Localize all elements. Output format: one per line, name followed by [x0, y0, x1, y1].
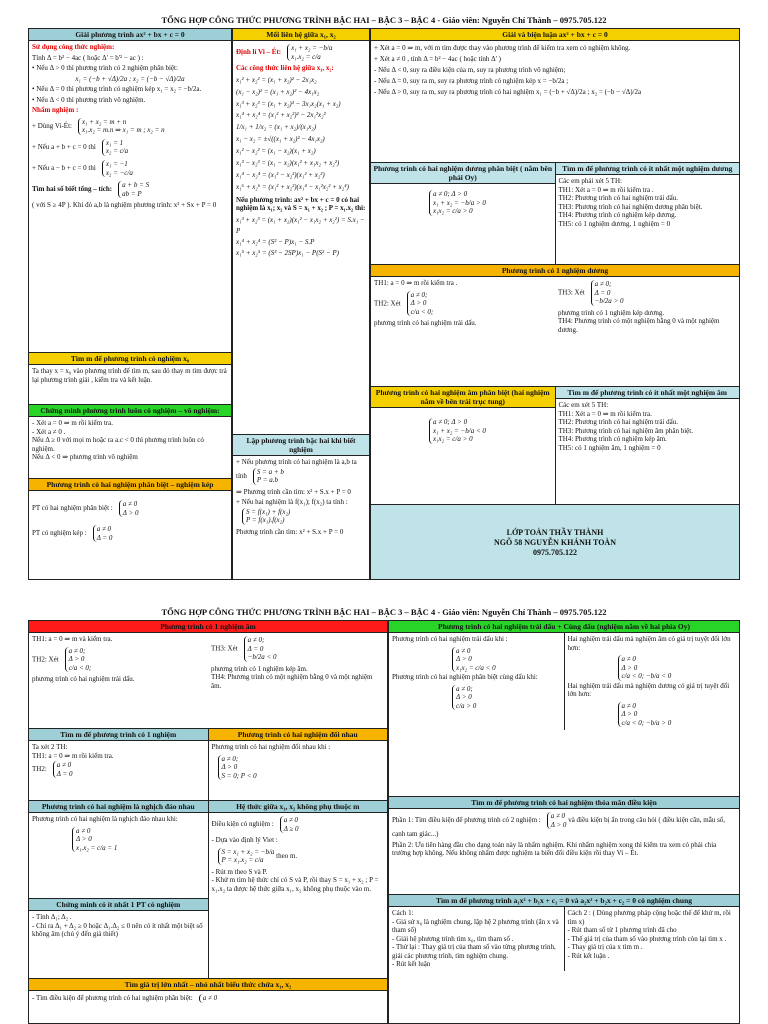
- condition-box: [389, 797, 739, 895]
- opposite-sign-text: Phương trình có hai nghiệm trái dấu khi :: [392, 635, 508, 644]
- common-header: Tìm m để phương trình a₁x² + b₁x + c₁ = 0 và a₂x² + b₂x + c₂ = 0 có nghiệm chung: [389, 895, 739, 907]
- solve-header: Giải phương trình ax² + bx + c = 0: [29, 29, 231, 41]
- contact-class-name: LỚP TOÁN THẦY THÀNH: [506, 528, 604, 538]
- case-positive: • Nếu Δ > 0 thì phương trình có 2 nghiệm phân biệt:: [32, 64, 178, 73]
- atleast-one-header: Chứng minh có ít nhất 1 PT có nghiệm: [29, 899, 208, 911]
- build-formula-2: S = f(x₁) + f(x₂) P = f(x₁).f(x₂): [242, 508, 290, 525]
- column-1: [28, 28, 232, 580]
- independent-text-2: - Dựa vào định lý Viet :: [211, 836, 278, 845]
- one-root-text: Ta xét 2 TH: TH1: a = 0 ⇒ m rồi kiểm tra. TH2:: [32, 743, 114, 774]
- use-formula-title: Sử dụng công thức nghiệm:: [32, 43, 115, 52]
- solve-box: [29, 29, 231, 353]
- one-positive-th2-tail: phương trình có hai nghiệm trái dấu.: [374, 319, 477, 328]
- positive-row: [371, 163, 739, 265]
- distinct-label: PT có hai nghiệm phân biệt :: [32, 504, 113, 513]
- atleast-positive-header: Tìm m để phương trình có ít nhất một nghiệm dương: [556, 163, 740, 175]
- one-positive-box: [371, 265, 739, 387]
- delta-text: Tính Δ = b² − 4ac ( hoặc Δ' = b'² − ac ) :: [32, 53, 144, 62]
- case-positive-formula: x₁ = (−b + √Δ)/2a ; x₂ = (−b − √Δ)/2a: [75, 74, 185, 83]
- one-positive-th3-condition: a ≠ 0; Δ = 0 −b/2a > 0: [591, 280, 624, 306]
- negative-row: [371, 387, 739, 505]
- double-label: PT có nghiệm kép :: [32, 529, 87, 538]
- build-box: [233, 435, 369, 580]
- find-m-text: Ta thay x = x₀ vào phương trình để tìm m, sau đó thay m tìm được trả lại phương trình giải , kiểm tra và kết luận.: [32, 367, 227, 384]
- build-text-1b: ⇒ Phương trình cần tìm: x² + S.x + P = 0: [236, 487, 351, 496]
- sum-product-formula: a + b = S ab = P: [118, 181, 149, 198]
- common-box: [389, 895, 739, 1024]
- build-text-2b: Phương trình cần tìm: x² + S.x + P = 0: [236, 528, 344, 536]
- abc-sum-label: + Nếu a + b + c = 0 thì: [32, 143, 96, 152]
- one-negative-th2: TH2: Xét: [32, 655, 59, 664]
- build-text-2: + Nếu hai nghiệm là f(x₁); f(x₂) ta tính :: [236, 498, 348, 507]
- page-2: [0, 606, 768, 1024]
- one-negative-th3-tail: phương trình có 1 nghiệm kép âm. TH4: Phương trình có một nghiệm bằng 0 và một nghiệm âm.: [211, 664, 373, 690]
- positive-header: Phương trình có hai nghiệm dương phân biệt ( nằm bên phải Oy): [371, 163, 555, 184]
- independent-text-2b: theo m.: [276, 851, 298, 860]
- one-positive-th1: TH1: a = 0 ⇒ m rồi kiểm tra .: [374, 279, 458, 288]
- find-m-header: Tìm m để phương trình có nghiệm x₀: [29, 353, 231, 365]
- one-negative-th3: TH3: Xét: [211, 644, 238, 653]
- relation-header: Mối liên hệ giữa x₁, x₂: [233, 29, 369, 41]
- signs-header: Phương trình có hai nghiệm trái dấu + Cùng dấu (nghiệm nằm về hai phía Oy): [389, 621, 739, 633]
- signs-box: [389, 621, 739, 797]
- one-positive-th3: TH3: Xét: [558, 288, 585, 297]
- relation-box: [233, 29, 369, 435]
- one-negative-th1: TH1: a = 0 ⇒ m và kiểm tra.: [32, 635, 113, 644]
- independent-text-3: - Rút m theo S và P. - Khử m tìm hệ thức chỉ có S và P, rồi thay S = x₁ + x₂ ; P = x₁.x₂ ta được hệ thức giữa x₁, x₂ không phụ thuộc vào m.: [211, 867, 379, 893]
- atleast-positive-text: Các em phải xét 5 TH: TH1: Xét a = 0 ⇒ m rồi kiểm tra . TH2: Phương trình có hai nghiệm trái dấu. TH3: Phương trình có hai nghiệm dương phân biệt. TH4: Phương trình có nghiệm kép dương. TH5: có 1 nghiệm dương, 1 nghiệm = 0: [558, 177, 703, 228]
- atleast-one-text: - Tính Δ₁; Δ₂ . - Chỉ ra Δ₁ + Δ₂ ≥ 0 hoặc Δ₁.Δ₂ ≤ 0 nên có ít nhất một biệt số không âm (chú ý đến giả thiết): [32, 913, 203, 939]
- one-root-condition: a ≠ 0 Δ = 0: [53, 761, 73, 778]
- abs-negative-text: Hai nghiệm trái dấu mà nghiệm âm có giá trị tuyệt đối lớn hơn:: [567, 635, 731, 652]
- abc-diff-label: + Nếu a − b + c = 0 thì: [32, 164, 96, 173]
- positive-condition: a ≠ 0; Δ > 0 x₁ + x₂ = −b/a > 0 x₁x₂ = c/a > 0: [429, 190, 486, 216]
- inverse-condition: a ≠ 0 Δ > 0 x₁.x₂ = c/a = 1: [72, 827, 117, 853]
- column-2: [232, 28, 370, 580]
- minmax-condition: a ≠ 0: [199, 994, 217, 1003]
- one-negative-box: [29, 621, 387, 729]
- prove-box: [29, 405, 231, 479]
- guess-title: Nhẩm nghiệm :: [32, 106, 79, 115]
- one-positive-header: Phương trình có 1 nghiệm dương: [371, 265, 739, 277]
- one-positive-th2-condition: a ≠ 0; Δ > 0 c/a < 0;: [407, 291, 434, 317]
- inverse-header: Phương trình có hai nghiệm là nghịch đảo nhau: [29, 801, 208, 813]
- one-root-row: [29, 729, 387, 801]
- negative-condition: a ≠ 0; Δ > 0 x₁ + x₂ = −b/a < 0 x₁x₂ = c/a > 0: [429, 418, 486, 444]
- distinct-box: [29, 479, 231, 579]
- one-positive-th3-tail: phương trình có 1 nghiệm kép dương. TH4: Phương trình có một nghiệm bằng 0 và một nghiệm dương.: [558, 308, 720, 334]
- build-header: Lập phương trình bậc hai khi biết nghiệm: [233, 435, 369, 456]
- vieta-label: Định lí Vi – Ét:: [236, 48, 282, 57]
- independent-header: Hệ thức giữa x₁, x₂ không phụ thuộc m: [209, 801, 388, 813]
- abs-positive-condition: a ≠ 0 Δ > 0 c/a < 0; −b/a > 0: [618, 702, 672, 728]
- condition-part-1-tail: và điều kiện bị ẩn trong câu hỏi ( điều kiện căn, mẫu số, cạnh tam giác...): [392, 816, 726, 839]
- one-negative-th3-condition: a ≠ 0; Δ = 0 −b/2a < 0: [244, 636, 277, 662]
- s-p-formulas: x₁³ + x₂³ = (x₁ + x₂)(x₁² − x₁x₂ + x₂²) = S.x₁ − P x₁⁴ + x₂⁴ = (S² − P)x₁ − S.P x₁⁵ + x₂⁵ = (S³ − 2SP)x₁ − P(S² − P): [236, 215, 365, 258]
- contact-phone: 0975.705.122: [533, 547, 577, 557]
- inverse-text: Phương trình có hai nghiệm là nghịch đảo nhau khi:: [32, 815, 178, 824]
- case-zero: • Nếu Δ = 0 thì phương trình có nghiệm kép x₁ = x₂ = −b/2a.: [32, 85, 202, 94]
- minmax-header: Tìm giá trị lớn nhất – nhỏ nhất biểu thức chứa x₁, x₂: [29, 979, 387, 991]
- opposite-header: Phương trình có hai nghiệm đối nhau: [209, 729, 388, 741]
- one-root-header: Tìm m để phương trình có 1 nghiệm: [29, 729, 208, 741]
- condition-part-1: Phần 1: Tìm điều kiện để phương trình có 2 nghiệm :: [392, 816, 541, 825]
- atleast-negative-text: Các em xét 5 TH: TH1: Xét a = 0 ⇒ m rồi kiểm tra. TH2: Phương trình có hai nghiệm trái dấu. TH3: Phương trình có hai nghiệm âm phân biệt. TH4: Phương trình có nghiệm kép âm. TH5: có 1 nghiệm âm, 1 nghiệm = 0: [558, 401, 693, 452]
- same-sign-text: Phương trình có hai nghiệm phân biệt cùng dấu khi:: [392, 673, 538, 682]
- abs-positive-text: Hai nghiệm trái dấu mà nghiệm dương có giá trị tuyệt đối lớn hơn:: [567, 681, 730, 699]
- page2-right: [388, 620, 740, 1024]
- double-condition: a ≠ 0 Δ = 0: [93, 525, 113, 542]
- inverse-row: [29, 801, 387, 979]
- independent-text-1: Điều kiện có nghiệm :: [211, 820, 274, 829]
- page-title: TỔNG HỢP CÔNG THỨC PHƯƠNG TRÌNH BẬC HAI – BẬC 3 – BẬC 4 - Giáo viên: Nguyễn Chí Thành – 0975.705.122: [161, 15, 607, 25]
- if-equation-text: Nếu phương trình: ax² + bx + c = 0 có hai nghiệm là x₁; x₂ và S = x₁ + x₂ ; P = x₁.x₂ thì:: [236, 195, 366, 213]
- condition-part-2: Phần 2: Ưu tiên hàng đầu cho dạng toán này là nhẩm nghiệm. Khi nhẩm nghiệm xong thì kiểm tra xem có phải chia trường hợp không. Nếu không nhẩm được nghiệm ta biến đổi điều kiện rồi thay Vi – Ét.: [392, 840, 717, 858]
- prove-text: - Xét a = 0 ⇒ m rồi kiểm tra. - Xét a ≠ 0 . Nếu Δ ≥ 0 với mọi m hoặc ra a.c < 0 thì phương trình luôn có nghiệm. Nếu Δ < 0 ⇒ phương trình vô nghiệm: [32, 419, 204, 462]
- vieta-formula: x₁ + x₂ = −b/a x₁.x₂ = c/a: [287, 44, 332, 61]
- discuss-box: [371, 29, 739, 163]
- contact-box: [371, 505, 739, 580]
- discuss-text: + Xét a = 0 ⇒ m, với m tìm được thay vào phương trình để kiểm tra xem có nghiệm không. + Xét a ≠ 0 , tính Δ = b² − 4ac ( hoặc tính Δ' ) - Nếu Δ < 0, suy ra điều kiện của m, suy ra phương trình vô nghiệm; - Nếu Δ = 0, suy ra m, suy ra phương trình có nghiệm kép x = −b/2a ; - Nếu Δ > 0, suy ra m, suy ra phương trình có hai nghiệm x₁ = (−b + √Δ)/2a ; x₂ = (−b − √Δ)/2a: [374, 44, 642, 96]
- independent-condition: a ≠ 0 Δ ≥ 0: [280, 816, 299, 833]
- find-m-box: [29, 353, 231, 405]
- vieta-guess-label: + Dùng Vi-Ét:: [32, 122, 72, 130]
- vieta-guess-formula: x₁ + x₂ = m + n x₁.x₂ = m.n ⇒ x₁ = m ; x₂ = n: [78, 118, 165, 135]
- sum-product-condition: ( với S ≥ 4P ). Khi đó a,b là nghiệm phương trình: x² + Sx + P = 0: [32, 201, 217, 210]
- one-positive-th2: TH2: Xét: [374, 299, 401, 308]
- independent-vieta: S = x₁ + x₂ = −b/a P = x₁.x₂ = c/a: [218, 848, 275, 865]
- one-negative-header: Phương trình có 1 nghiệm âm: [29, 621, 387, 633]
- condition-part-1-formula: a ≠ 0 Δ > 0: [547, 812, 567, 829]
- abc-diff-roots: x₁ = −1 x₂ = −c/a: [102, 160, 133, 177]
- one-negative-th2-tail: phương trình có hai nghiệm trái dấu.: [32, 675, 135, 684]
- case-negative: • Nếu Δ < 0 thì phương trình vô nghiệm.: [32, 95, 146, 104]
- condition-header: Tìm m để phương trình có hai nghiệm thỏa mãn điều kiện: [389, 797, 739, 809]
- page-title: TỔNG HỢP CÔNG THỨC PHƯƠNG TRÌNH BẬC HAI – BẬC 3 – BẬC 4 - Giáo viên: Nguyễn Chí Thành – 0975.705.122: [161, 607, 607, 617]
- page-1: [0, 14, 768, 580]
- minmax-text: - Tìm điều kiện để phương trình có hai nghiệm phân biệt:: [32, 994, 193, 1003]
- negative-header: Phương trình có hai nghiệm âm phân biệt (hai nghiệm nằm về bên trái trục tung): [371, 387, 555, 408]
- opposite-sign-condition: a ≠ 0 Δ > 0 x₁x₂ = c/a < 0: [452, 647, 496, 673]
- common-way-1: Cách 1: - Giả sử x₀ là nghiệm chung, lập hệ 2 phương trình (ẩn x và tham số) - Giải hệ phương trình tìm x₀, tìm tham số . - Thử lại : Thay giá trị của tham số vào từng phương trình, giải các phương trình, tìm nghiệm chung. - Rút kết luận: [392, 909, 559, 969]
- one-negative-th2-condition: a ≠ 0; Δ > 0 c/a < 0;: [65, 647, 92, 673]
- column-3: [370, 28, 740, 580]
- abs-negative-condition: a ≠ 0 Δ > 0 c/a < 0; −b/a < 0: [618, 655, 672, 681]
- distinct-header: Phương trình có hai nghiệm phân biệt – nghiệm kép: [29, 479, 231, 491]
- build-formula-1: S = a + b P = a.b: [253, 468, 284, 485]
- opposite-text: Phương trình có hai nghiệm đối nhau khi :: [211, 743, 331, 752]
- sum-product-label: Tìm hai số biết tổng – tích:: [32, 185, 113, 194]
- opposite-condition: a ≠ 0; Δ > 0 S = 0; P < 0: [218, 755, 257, 781]
- contact-address: NGÕ 58 NGUYỄN KHÁNH TOÀN: [494, 538, 616, 548]
- abc-sum-roots: x₁ = 1 x₂ = c/a: [102, 139, 128, 156]
- distinct-condition: a ≠ 0 Δ > 0: [119, 500, 139, 517]
- relation-formulas: x₁² + x₂² = (x₁ + x₂)² − 2x₁x₂ (x₁ − x₂)² = (x₁ + x₂)² − 4x₁x₂ x₁³ + x₂³ = (x₁ + x₂)³ − 3x₁x₂(x₁ + x₂) x₁⁴ + x₂⁴ = (x₁² + x₂²)² − 2x₁²x₂² 1/x₁ + 1/x₂ = (x₁ + x₂)/(x₁x₂) x₁ − x₂ = ±√((x₁ + x₂)² − 4x₁x₂) x₁² − x₂² = (x₁ − x₂)(x₁ + x₂) x₁³ − x₂³ = (x₁ − x₂)(x₁² + x₁x₂ + x₂²) x₁⁴ − x₂⁴ = (x₁² − x₂²)(x₁² + x₂²) x₁⁶ + x₂⁶ = (x₁² + x₂²)(x₁⁴ − x₁²x₂² + x₂⁴): [236, 75, 349, 191]
- discuss-header: Giải và biện luận ax² + bx + c = 0: [371, 29, 739, 41]
- minmax-box: [29, 979, 387, 1024]
- atleast-negative-header: Tìm m để phương trình có ít nhất một nghiệm âm: [556, 387, 740, 399]
- formulas-title: Các công thức liên hệ giữa x₁, x₂:: [236, 64, 334, 73]
- same-sign-condition: a ≠ 0; Δ > 0 c/a > 0: [452, 685, 476, 711]
- prove-header: Chứng minh phương trình luôn có nghiệm – vô nghiệm:: [29, 405, 231, 417]
- common-way-2: Cách 2 : ( Dùng phương pháp cộng hoặc thế để khử m, rồi tìm x) - Rút tham số từ 1 phương trình đã cho - Thế giá trị của tham số vào phương trình còn lại tìm x . - Thay giá trị của x tìm m . - Rút kết luận .: [564, 907, 740, 971]
- page2-left: [28, 620, 388, 1024]
- build-text-1: + Nếu phương trình có hai nghiệm là a,b ta tính: [236, 458, 357, 480]
